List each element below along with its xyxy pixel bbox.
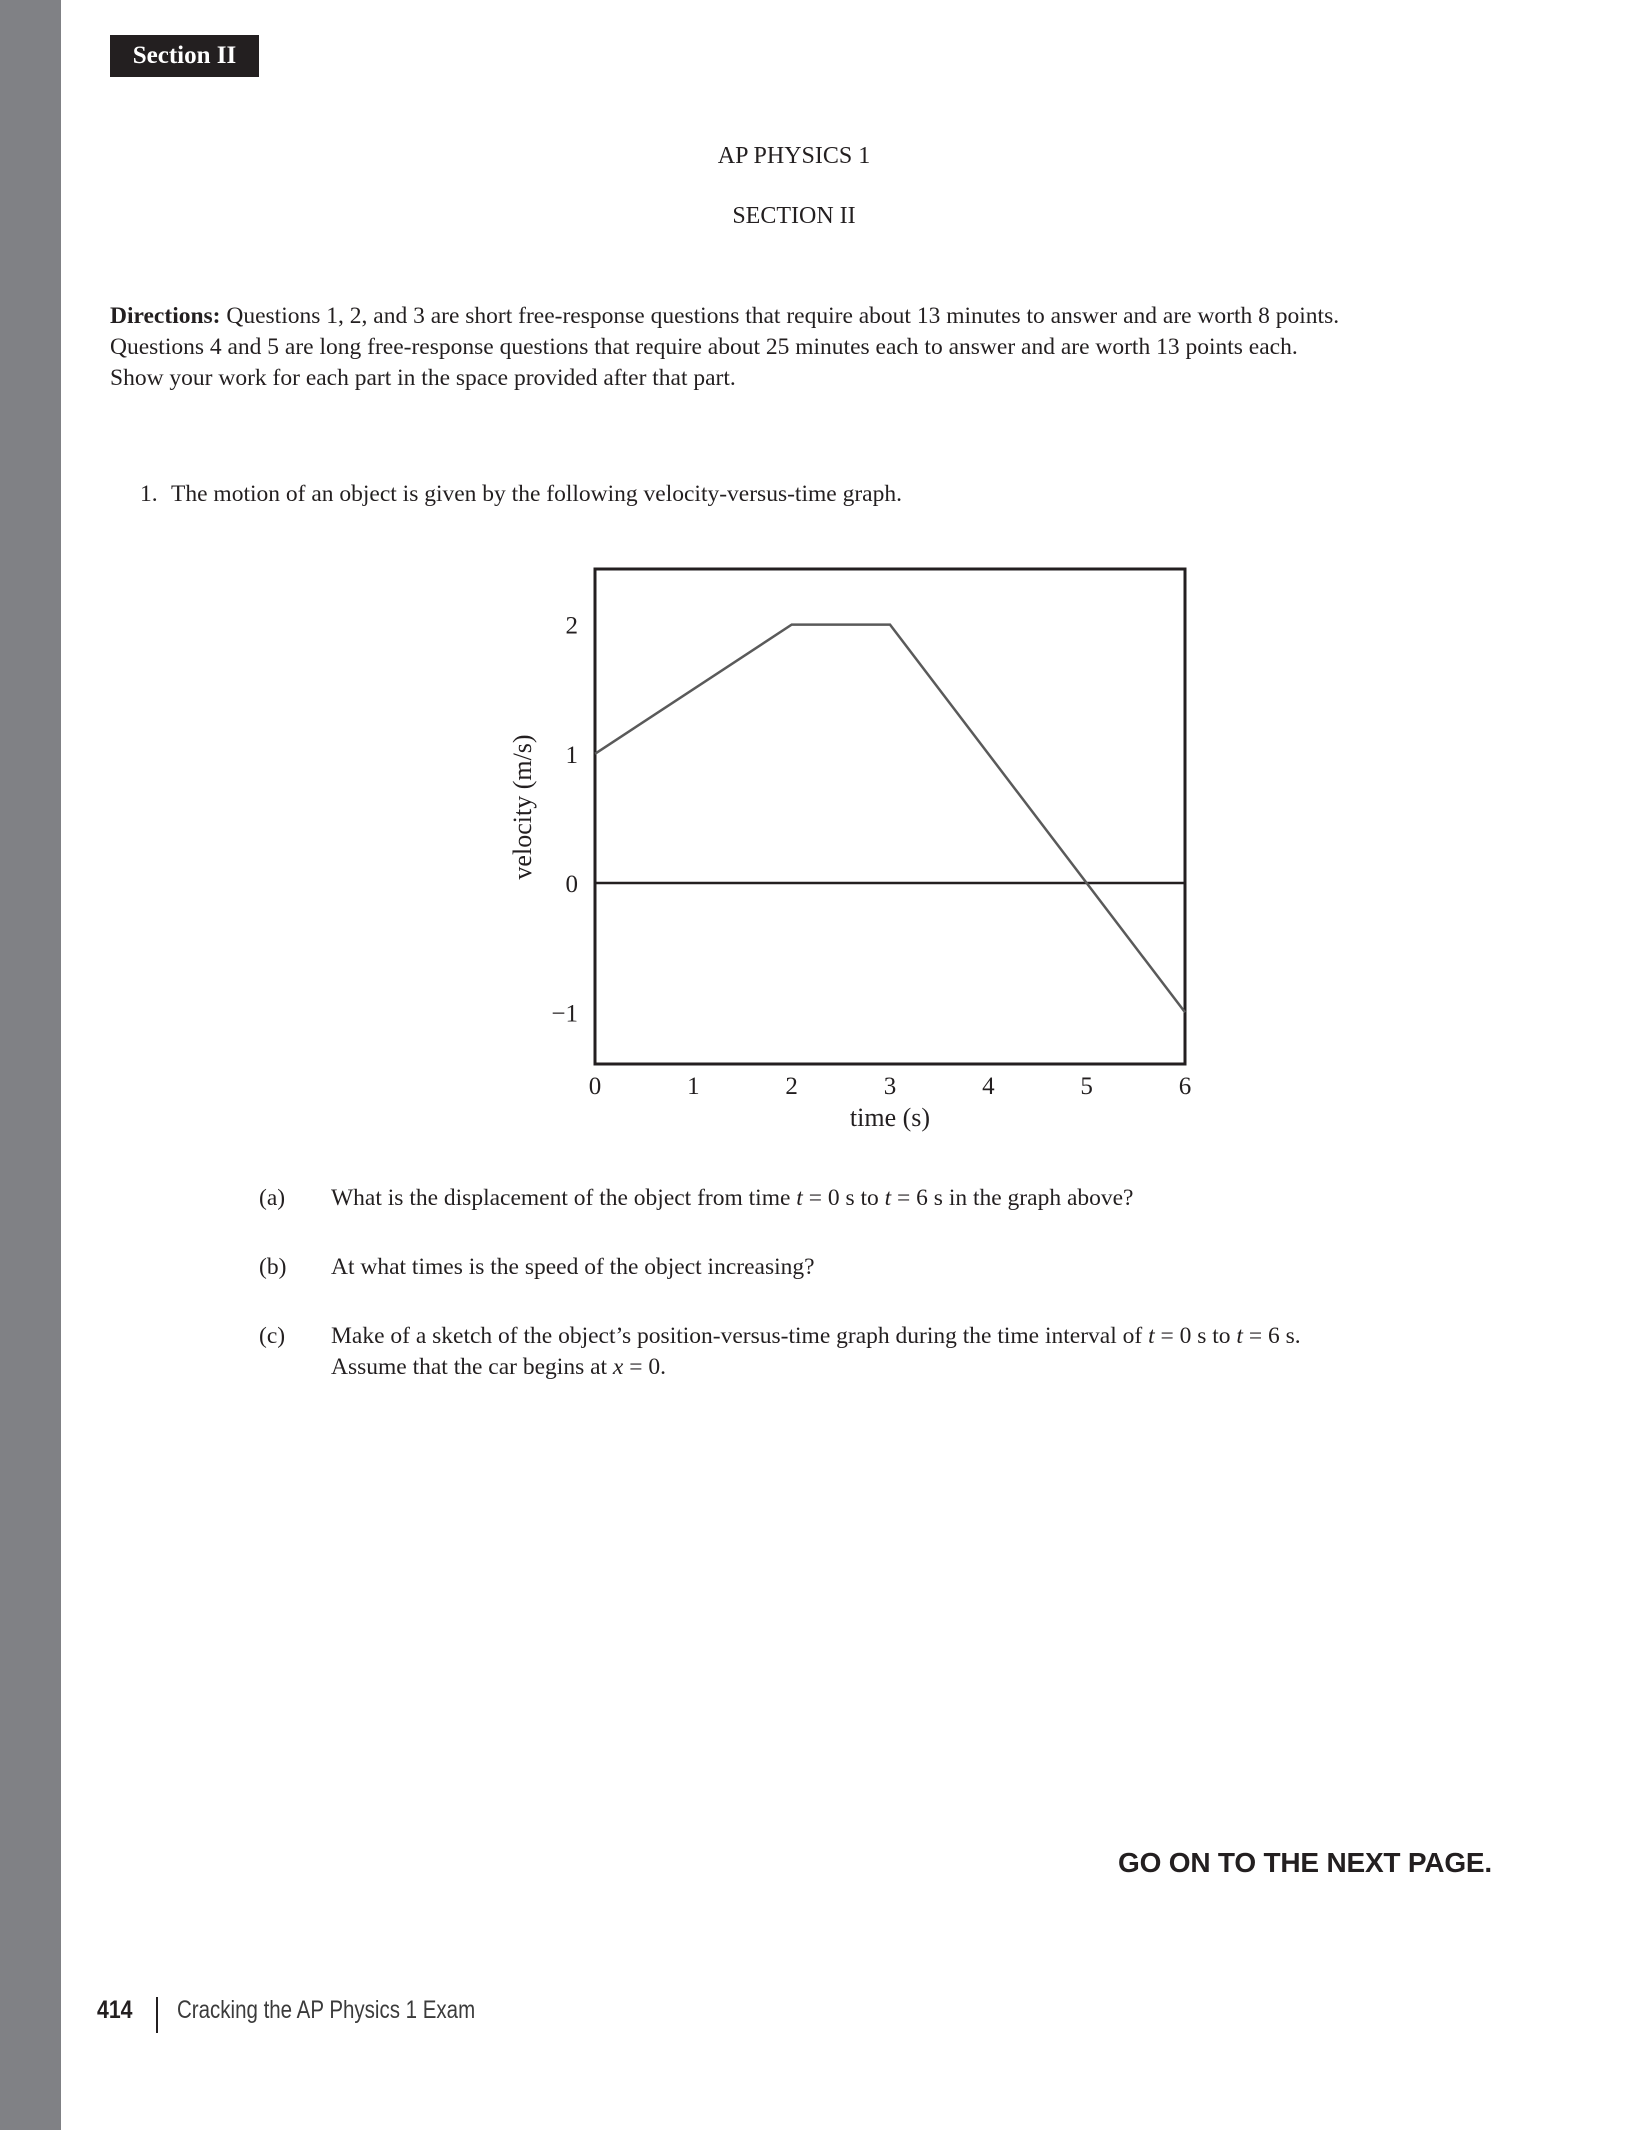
part-text: What is the displacement of the object from time t = 0 s to t = 6 s in the graph above?: [331, 1185, 1134, 1211]
directions-line-1: Directions: Questions 1, 2, and 3 are short free-response questions that require about 13 minutes to answer and are worth 8 points.: [110, 303, 1340, 329]
x-tick-label: 0: [588, 1073, 602, 1100]
directions-line-3: Show your work for each part in the space provided after that part.: [110, 365, 736, 391]
section-tab: Section II: [110, 35, 259, 77]
part-label: (a): [259, 1185, 286, 1211]
chart-plot-area: [595, 569, 1185, 1064]
x-tick-label: 3: [883, 1073, 897, 1100]
y-tick-label: 0: [565, 871, 578, 899]
directions-label: Directions:: [110, 303, 221, 329]
x-tick-label: 2: [785, 1073, 798, 1100]
page-edge-bar: [0, 0, 61, 2130]
question-number: 1.: [140, 481, 158, 507]
go-on-next-page: GO ON TO THE NEXT PAGE.: [1118, 1847, 1492, 1878]
x-tick-label: 1: [687, 1073, 700, 1100]
directions: [110, 301, 1530, 394]
x-tick-label: 5: [1080, 1073, 1093, 1100]
directions-line-2: Questions 4 and 5 are long free-response questions that require about 25 minutes each to answer and are worth 13 points each.: [110, 334, 1298, 360]
y-axis-label: velocity (m/s): [508, 734, 537, 880]
x-axis-label: time (s): [849, 1103, 931, 1132]
chart-tick-labels: [551, 613, 1191, 1100]
part-text: At what times is the speed of the object increasing?: [331, 1254, 815, 1280]
section-title: SECTION II: [732, 203, 856, 229]
y-tick-label: 2: [565, 612, 578, 640]
part-text: Make of a sketch of the object’s position-versus-time graph during the time interval of t = 0 s to t = 6 s. Assume that the car begins at x = 0.: [331, 1323, 1301, 1380]
part-label: (c): [259, 1323, 286, 1349]
exam-title: AP PHYSICS 1: [717, 143, 871, 169]
x-tick-label: 6: [1178, 1073, 1192, 1100]
question-1-prompt: [140, 480, 902, 508]
page-number: 414: [97, 1996, 133, 2024]
y-tick-label: −1: [551, 1000, 578, 1028]
velocity-line: [595, 625, 1185, 1013]
book-title: Cracking the AP Physics 1 Exam: [177, 1996, 476, 2024]
y-tick-label: 1: [565, 741, 578, 769]
plot-frame: [595, 569, 1185, 1064]
question-text: The motion of an object is given by the following velocity-versus-time graph.: [171, 481, 902, 507]
x-tick-label: 4: [982, 1073, 995, 1100]
part-label: (b): [259, 1254, 287, 1280]
footer-divider: [156, 1997, 158, 2033]
